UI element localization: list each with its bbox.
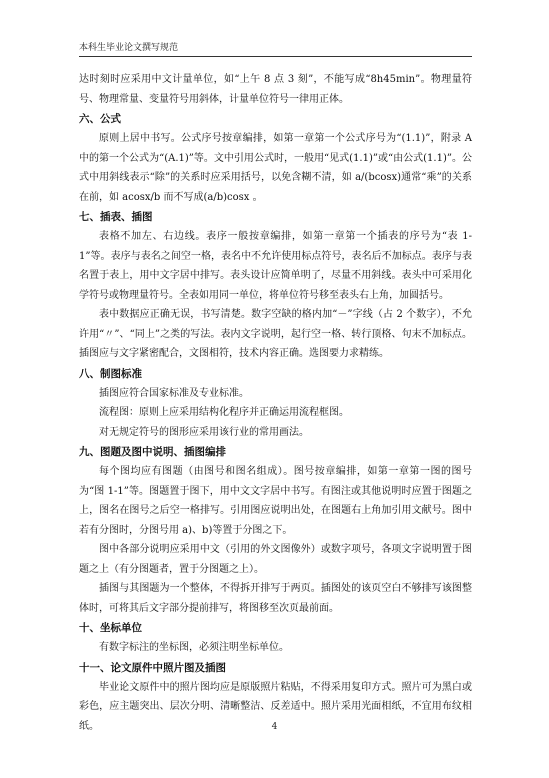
page-number: 4 — [271, 722, 278, 732]
section-heading: 六、公式 — [79, 113, 121, 125]
section-heading: 十一、论文原件中照片图及插图 — [79, 661, 226, 674]
paragraph: 流程图：原则上应采用结构化程序并正确运用流程框图。 — [99, 407, 349, 418]
paragraph: 对无规定符号的图形应采用该行业的常用画法。 — [99, 426, 309, 438]
paragraph: 图中各部分说明应采用中文（引用的外文图像外）或数字项号，各项文字说明置于图题之上（有分图题者，置于分图题之上）。 — [79, 544, 472, 575]
section-heading: 九、图题及图中说明、插图编排 — [79, 446, 226, 458]
body-content — [79, 70, 472, 736]
paragraph: 有数字标注的坐标图，必须注明坐标单位。 — [99, 642, 289, 653]
paragraph: 每个图均应有图题（由图号和图名组成）。图号按章编排，如第一章第一图的图号为“图 1-1”等。图题置于图下，用中文文字居中书写。有图注或其他说明时应置于图题之上，图名在图号之后空一格排写。引用图应说明出处，在图题右上角加引用文献号。图中若有分图时，分图号用 a)、b)等置于分图之下。 — [79, 466, 472, 536]
running-header: 本科生毕业论文撰写规范 — [79, 40, 472, 57]
paragraph: 插图与其图题为一个整体，不得拆开排写于两页。插图处的该页空白不够排写该图整体时，可将其后文字部分提前排写，将图移至次页最前面。 — [79, 583, 472, 614]
section-heading: 七、插表、插图 — [79, 211, 153, 223]
paragraph: 毕业论文原件中的照片图均应是原版照片粘贴，不得采用复印方式。照片可为黑白或彩色，应主题突出、层次分明、清晰整洁、反差适中。照片采用光面相纸，不宜用布纹相纸。 — [79, 681, 472, 732]
section-heading: 十、坐标单位 — [79, 622, 142, 634]
paragraph: 表格不加左、右边线。表序一般按章编排，如第一章第一个插表的序号为“表 1-1”等。表序与表名之间空一格，表名中不允许使用标点符号，表名后不加标点。表序与表名置于表上，用中文字居中排写。表头设计应简单明了，尽量不用斜线。表头中可采用化学符号或物理量符号。全表如用同一单位，将单位符号移至表头右上角，加圆括号。 — [79, 231, 472, 301]
section-heading: 八、制图标准 — [79, 367, 142, 380]
paragraph: 原则上居中书写。公式序号按章编排，如第一章第一个公式序号为“(1.1)”，附录 A 中的第一个公式为“(A.1)”等。文中引用公式时，一般用“见式(1.1)”或“由公式(1.1)”。公式中用斜线表示“除”的关系时应采用括号，以免含糊不清，如 a/(bcosx)通常“乘”的关系在前，如 acosx/b 而不写成(a/b)cosx 。 — [79, 133, 472, 203]
paragraph: 达时刻时应采用中文计量单位，如“上午 8 点 3 刻”，不能写成“8h45min”。物理量符号、物理常量、变量符号用斜体，计量单位符号一律用正体。 — [79, 74, 472, 105]
paragraph: 插图应符合国家标准及专业标准。 — [99, 387, 249, 399]
paragraph: 表中数据应正确无误，书写清楚。数字空缺的格内加“－”字线（占 2 个数字），不允许用“〃”、“同上”之类的写法。表内文字说明，起行空一格、转行顶格、句末不加标点。插图应与文字紧密配合，文图相符，技术内容正确。选图要力求精练。 — [79, 309, 472, 359]
